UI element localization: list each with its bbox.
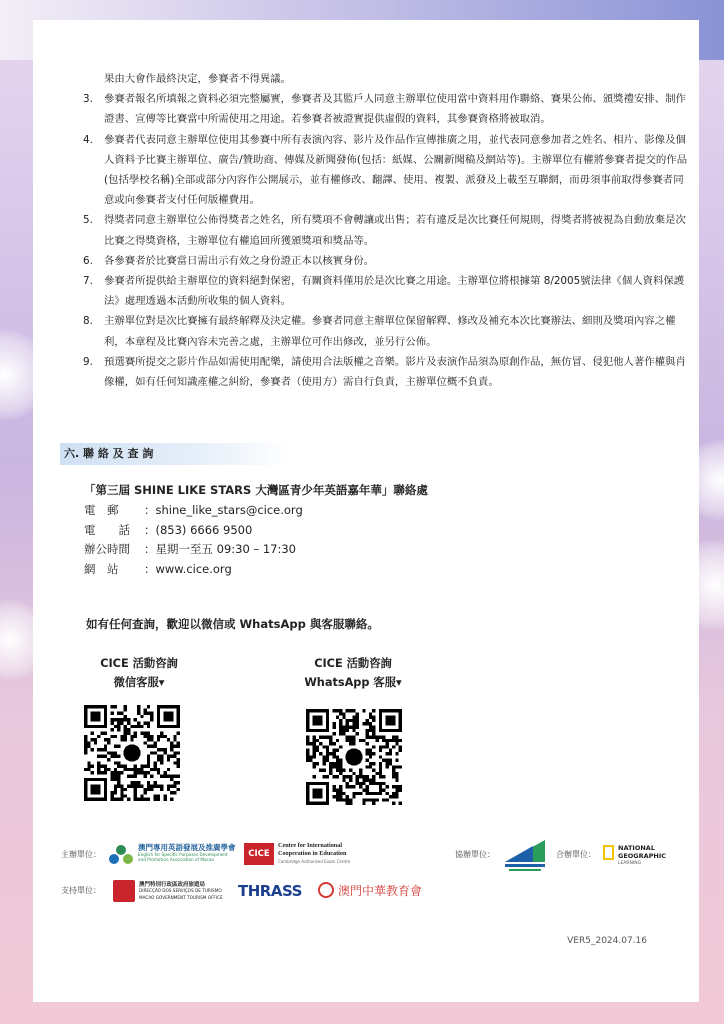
term-number: 7. (83, 275, 93, 288)
term-number: 5. (83, 214, 93, 227)
espda-emblem-icon (108, 842, 134, 868)
contact-row-phone (84, 521, 428, 541)
coorganizer-logo (503, 832, 547, 874)
cice-badge: CICE (244, 843, 274, 865)
mca-logo (318, 880, 438, 902)
term-text: 得獎者同意主辦單位公佈得獎者之姓名，所有獎項不會轉讓或出售；若有違反是次比賽任何規則，得獎者將被視為自動放棄是次比賽之得獎資格，主辦單位有權追回所獲頒獎項和獎品等。 (104, 214, 686, 247)
mgto-name-pt: DIRECÇÃO DOS SERVIÇOS DE TURISMO (139, 888, 222, 893)
term-number: 4. (83, 133, 93, 146)
mgto-name-en: MACAO GOVERNMENT TOURISM OFFICE (139, 895, 223, 900)
term-text: 參賽者代表同意主辦單位使用其參賽中所有表演內容、影片及作品作宣傳推廣之用，並代表同意參加者之姓名、相片、影像及個人資料予比賽主辦單位、廣告/贊助商、傳媒及新聞發佈(包括：紙媒、公關新聞稿及網站等)。主辦單位有權將參賽者提交的作品(包括學校名稱)全部或部分內容作公開展示，並有權修改、翻譯、使用、複製、派發及上載至互聯網，而毋須事前取得參賽者同意或向參賽者支付任何版權費用。 (104, 133, 688, 207)
whatsapp-caption-line2: WhatsApp 客服▾ (304, 676, 402, 689)
term-number: 3. (83, 93, 93, 106)
contact-title: 「第三屆 SHINE LIKE STARS 大灣區青少年英語嘉年華」聯絡處 (84, 483, 428, 497)
supporter-label: 支持單位： (61, 886, 101, 895)
ng-text-1: NATIONAL (618, 844, 655, 852)
wechat-qr-code[interactable] (84, 705, 180, 801)
wechat-caption-line1: CICE 活動咨詢 (100, 657, 178, 670)
mca-emblem-icon (318, 882, 334, 898)
term-number: 8. (83, 315, 93, 328)
version-label: VER5_2024.07.16 (567, 936, 647, 946)
contact-value[interactable]: ：shine_like_stars@cice.org (144, 502, 303, 517)
term-number: 6. (83, 254, 93, 267)
mgto-emblem-icon (113, 880, 135, 902)
contact-label: 電 郵 (84, 502, 119, 517)
mca-name: 澳門中華教育會 (338, 884, 423, 898)
national-geographic-logo (603, 843, 673, 869)
term-text: 預選賽所提交之影片作品如需使用配樂，請使用合法版權之音樂。影片及表演作品須為原創作品，無仿冒、侵犯他人著作權與肖像權，如有任何知識產權之糾紛，參賽者（使用方）需自行負責，主辦單位概不負責。 (104, 355, 686, 389)
term-item (83, 251, 688, 271)
term-item (83, 130, 688, 211)
term-item (83, 311, 688, 351)
contact-row-email (84, 501, 428, 521)
inquiry-note: 如有任何查詢，歡迎以微信或 WhatsApp 與客服聯絡。 (86, 617, 379, 631)
contact-value[interactable]: ：www.cice.org (144, 562, 232, 577)
coorganizer-label: 協辦單位： (455, 850, 495, 859)
whatsapp-caption-line1: CICE 活動咨詢 (314, 657, 392, 670)
contact-label: 電 話 (84, 522, 130, 537)
organizer-label: 主辦單位： (61, 850, 101, 859)
contact-value[interactable]: ：(853) 6666 9500 (144, 522, 253, 537)
partner-label: 合辦單位： (556, 850, 596, 859)
contact-value: ：星期一至五 09:30 – 17:30 (144, 542, 296, 557)
ng-text-2: GEOGRAPHIC (618, 852, 667, 860)
cice-subtitle: Cambridge Authorised Exam Centre (278, 859, 351, 864)
thrass-logo: THRASS (238, 882, 302, 900)
contact-row-hours (84, 540, 428, 560)
mgto-name-cn: 澳門特別行政區政府旅遊局 (139, 882, 206, 888)
term-item (83, 89, 688, 129)
contact-block (84, 481, 428, 580)
term-text: 參賽者所提供給主辦單位的資料絕對保密，有關資料僅用於是次比賽之用途。主辦單位將根據第 8/2005號法律《個人資料保護法》處理透過本活動所收集的個人資料。 (104, 275, 685, 308)
term-item (83, 271, 688, 311)
ng-yellow-frame (603, 845, 614, 860)
espda-logo (108, 838, 238, 872)
espda-name-cn: 澳門專用英語發展及推廣學會 (138, 843, 236, 852)
document-page (33, 20, 699, 1002)
contact-label: 辦公時間 (84, 542, 130, 557)
whatsapp-qr-code[interactable] (306, 709, 402, 805)
term-text: 主辦單位對是次比賽擁有最終解釋及決定權。參賽者同意主辦單位保留解釋、修改及補充本次比賽辦法、細則及獎項內容之權利，本章程及比賽內容未完善之處，主辦單位可作出修改，並另行公佈。 (104, 315, 676, 348)
term-item (83, 352, 688, 392)
term-continuation: 果由大會作最終決定，參賽者不得異議。 (104, 73, 292, 85)
mgto-logo (113, 879, 233, 905)
cice-name-line1: Centre for International (278, 842, 343, 849)
wechat-qr-caption (74, 654, 204, 692)
term-text: 各參賽者於比賽當日需出示有效之身份證正本以核實身份。 (104, 254, 375, 267)
cice-logo (244, 841, 354, 871)
wechat-caption-line2: 微信客服▾ (113, 676, 165, 689)
espda-name-en: English for Specific Purposes Development and Promotion Association of Macao (138, 852, 228, 862)
term-text: 參賽者報名所填報之資料必須完整屬實，參賽者及其監戶人同意主辦單位使用當中資料用作聯絡、賽果公佈、頒獎禮安排、制作證書、宣傳等比賽當中所需使用之用途。若參賽者被證實提供虛假的資料，其參賽資格將被取消。 (104, 93, 686, 126)
ng-text-3: LEARNING (618, 861, 642, 866)
term-number: 9. (83, 355, 93, 368)
term-item (83, 210, 688, 250)
contact-row-website (84, 560, 428, 580)
contact-label: 網 站 (84, 562, 119, 577)
cice-name-line2: Cooperation in Education (278, 850, 347, 857)
terms-list (83, 69, 688, 392)
whatsapp-qr-caption (288, 654, 418, 692)
section-heading-contact: 六. 聯 絡 及 查 詢 (60, 443, 290, 465)
